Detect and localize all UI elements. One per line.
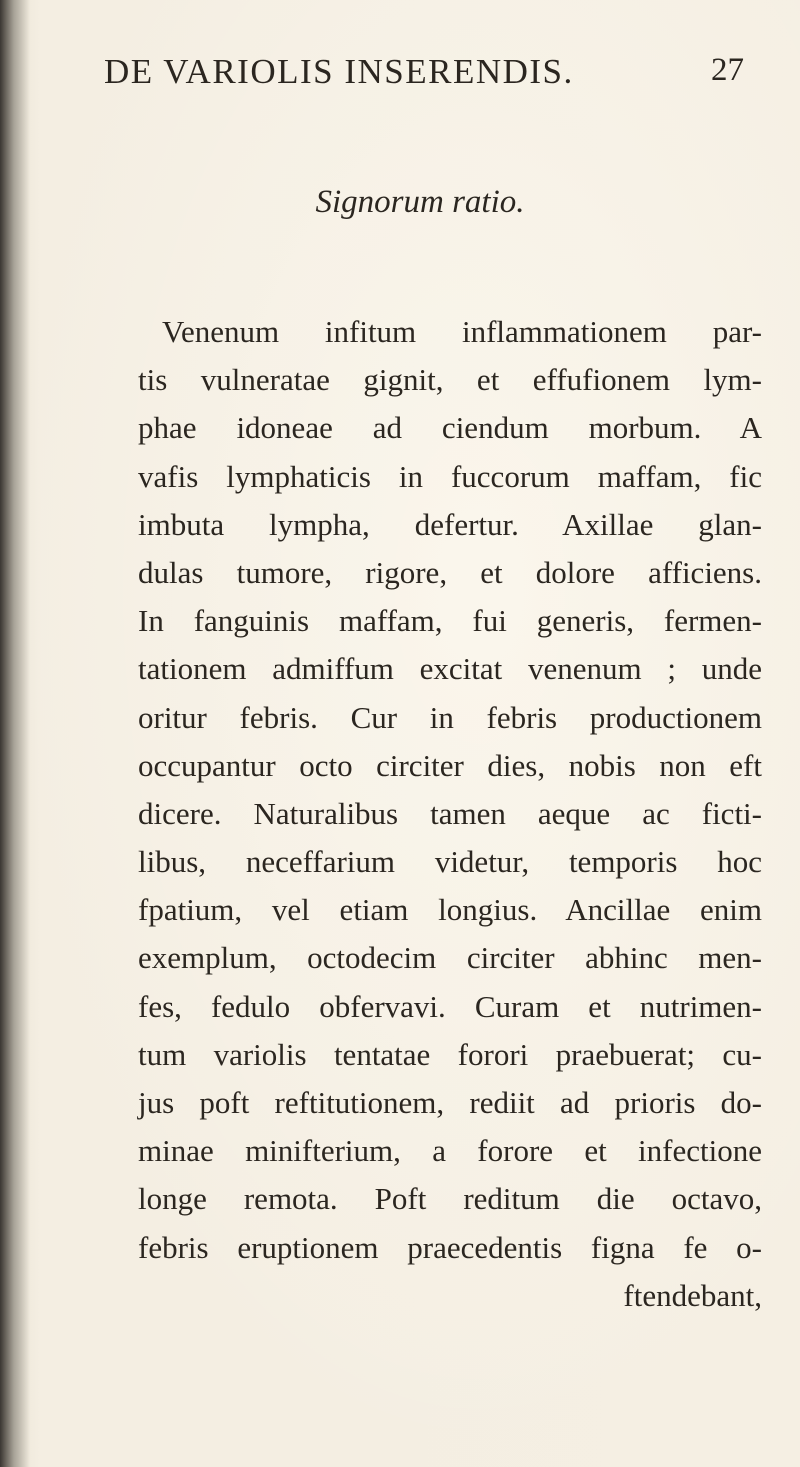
running-title: DE VARIOLIS INSERENDIS. [104,52,574,91]
text-line: jus poft reftitutionem, rediit ad prioris do- [138,1085,762,1120]
text-line: tum variolis tentatae forori praebuerat; cu- [138,1036,762,1072]
text-line: libus, neceffarium videtur, temporis hoc [138,844,762,880]
text-line: In fanguinis maffam, fui generis, fermen- [138,603,762,639]
text-line: fes, fedulo obfervavi. Curam et nutrimen- [138,988,762,1024]
text-line: occupantur octo circiter dies, nobis non eft [138,747,762,783]
text-line: ftendebant, [623,1277,762,1313]
text-line: Venenum infitum inflammationem par- [162,314,762,349]
text-line: oritur febris. Cur in febris productionem [138,699,762,735]
page-header [104,52,744,102]
text-line: vafis lymphaticis in fuccorum maffam, fic [138,458,762,494]
text-line: minae minifterium, a forore et infectione [138,1133,762,1169]
body-paragraph [138,308,762,1320]
text-line: exemplum, octodecim circiter abhinc men- [138,940,762,976]
text-line: dulas tumore, rigore, et dolore afficiens. [138,554,762,590]
text-line: imbuta lympha, defertur. Axillae glan- [138,506,762,542]
page-number: 27 [711,52,744,88]
text-line: longe remota. Poft reditum die octavo, [138,1181,762,1217]
text-line: tationem admiffum excitat venenum ; unde [138,651,762,687]
section-heading: Signorum ratio. [315,184,525,220]
text-line: tis vulneratae gignit, et effufionem lym- [138,362,762,398]
text-line: dicere. Naturalibus tamen aeque ac ficti- [138,795,762,831]
text-line: fpatium, vel etiam longius. Ancillae enim [138,892,762,928]
text-line: phae idoneae ad ciendum morbum. A [138,410,762,446]
text-line: febris eruptionem praecedentis figna fe o- [138,1229,762,1265]
